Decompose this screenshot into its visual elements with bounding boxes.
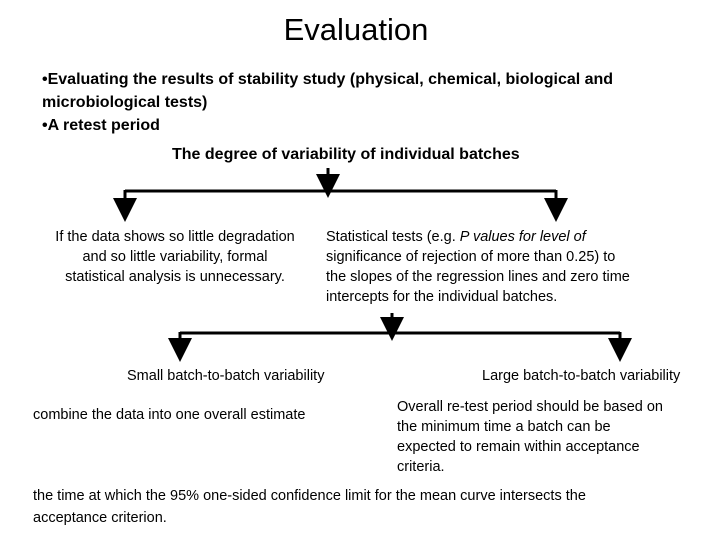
small-variability-label: Small batch-to-batch variability — [127, 368, 325, 384]
right-condition-line — [326, 227, 706, 247]
right-condition-italic: P values for level of — [459, 229, 586, 245]
final-criterion-text — [33, 485, 713, 529]
bullet-line: •Evaluating the results of stability study (physical, chemical, biological and — [42, 71, 614, 88]
right-condition-text — [326, 227, 706, 307]
overall-retest-text — [397, 397, 717, 477]
large-variability-label: Large batch-to-batch variability — [482, 368, 681, 384]
overall-retest-line: Overall re-test period should be based on — [397, 399, 663, 415]
overall-retest-line: criteria. — [397, 459, 445, 475]
bullet-line: microbiological tests) — [42, 94, 208, 111]
bullet-list — [42, 68, 702, 137]
page-title: Evaluation — [283, 12, 429, 47]
degree-of-variability-text: The degree of variability of individual batches — [172, 146, 520, 163]
combine-data-text: combine the data into one overall estimate — [33, 407, 306, 423]
overall-retest-line: the minimum time a batch can be — [397, 419, 611, 435]
bullet-line: •A retest period — [42, 117, 160, 134]
left-condition-line: statistical analysis is unnecessary. — [65, 269, 285, 285]
left-condition-line: and so little variability, formal — [82, 249, 268, 265]
left-condition-text — [26, 227, 324, 287]
right-condition-line: significance of rejection of more than 0.25) to — [326, 249, 616, 265]
final-criterion-line: acceptance criterion. — [33, 510, 167, 526]
final-criterion-line: the time at which the 95% one-sided confidence limit for the mean curve intersects the — [33, 488, 586, 504]
overall-retest-line: expected to remain within acceptance — [397, 439, 640, 455]
right-condition-line: the slopes of the regression lines and zero time — [326, 269, 630, 285]
right-condition-prefix: Statistical tests (e.g. — [326, 229, 460, 245]
right-condition-line: intercepts for the individual batches. — [326, 289, 558, 305]
left-condition-line: If the data shows so little degradation — [55, 229, 295, 245]
